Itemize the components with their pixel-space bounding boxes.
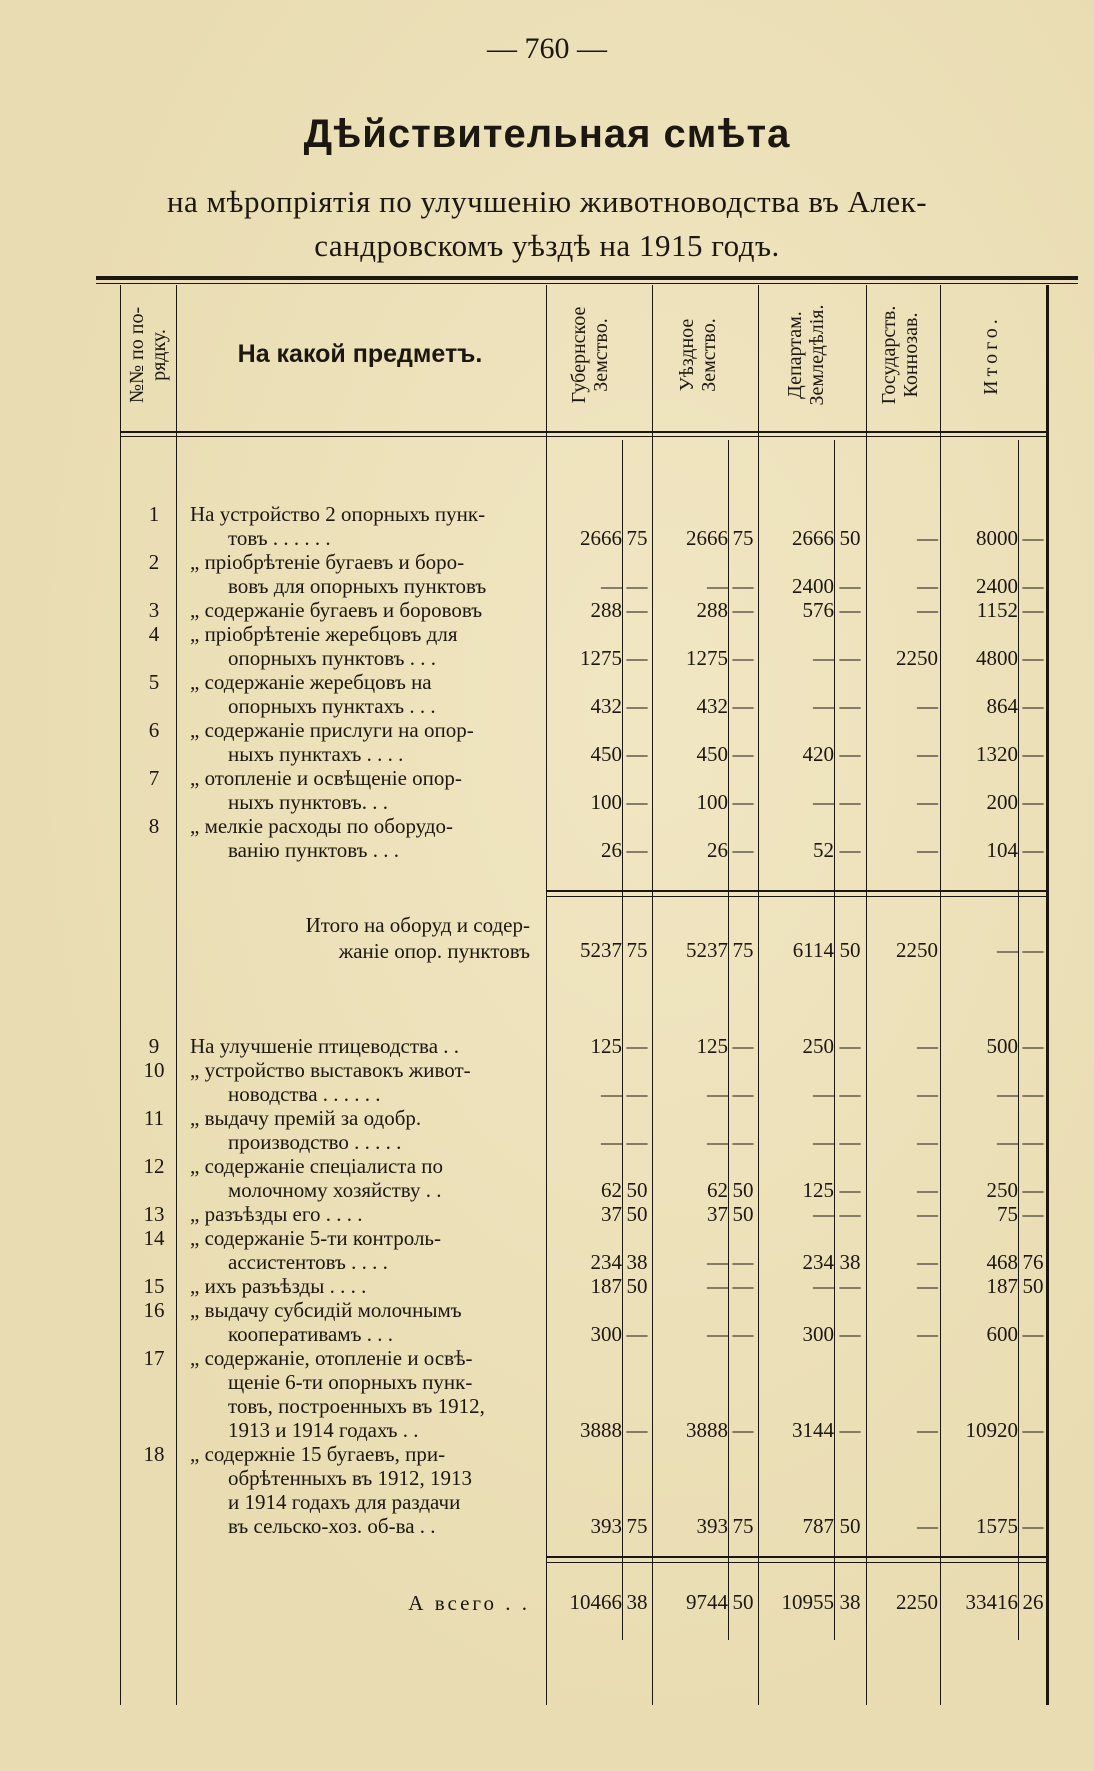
row-subject-line: „ содержаніе спеціалиста по xyxy=(190,1154,444,1178)
row-subject-line: „ содержаніе прислуги на опор- xyxy=(190,718,474,742)
row-subject-line: ныхъ пунктовъ. . . xyxy=(228,790,388,814)
row-subject-line: товъ, построенныхъ въ 1912, xyxy=(228,1394,485,1418)
table-top-rule-thin xyxy=(96,283,1078,284)
col-line-uk xyxy=(728,440,729,1640)
row-subject-line: производство . . . . . xyxy=(228,1130,402,1154)
row-subject xyxy=(190,718,535,766)
row-number: 4 xyxy=(148,622,160,646)
row-subject xyxy=(190,1202,535,1226)
cell-di: 52 xyxy=(813,838,834,862)
cell-tk: 76 xyxy=(1022,1250,1044,1274)
total-uk: 50 xyxy=(732,1590,754,1614)
cell-gk: — xyxy=(626,790,648,814)
col-line-gub xyxy=(652,285,653,1705)
cell-gk: — xyxy=(626,742,648,766)
cell-dk: — xyxy=(839,1322,861,1346)
cell-ti: 104 xyxy=(986,838,1018,862)
row-subject xyxy=(190,502,535,550)
cell-gk: — xyxy=(626,1130,648,1154)
cell-tk: — xyxy=(1022,646,1044,670)
cell-dk: — xyxy=(839,742,861,766)
subtotal-ui: 5237 xyxy=(686,938,728,962)
row-subject xyxy=(190,1346,535,1442)
cell-ko: — xyxy=(917,1322,938,1346)
cell-gi: — xyxy=(601,1130,622,1154)
total-gk: 38 xyxy=(626,1590,648,1614)
cell-uk: — xyxy=(732,1082,754,1106)
cell-uk: — xyxy=(732,646,754,670)
cell-dk: — xyxy=(839,1082,861,1106)
cell-tk: — xyxy=(1022,526,1044,550)
cell-gk: — xyxy=(626,1034,648,1058)
subtotal-dk: 50 xyxy=(839,938,861,962)
cell-ko: 2250 xyxy=(896,646,938,670)
cell-ui: — xyxy=(707,1082,728,1106)
row-number: 17 xyxy=(143,1346,165,1370)
cell-dk: — xyxy=(839,1130,861,1154)
header-depart-l2: Земледѣлія. xyxy=(806,304,828,406)
row-subject-line: На улучшеніе птицеводства . . xyxy=(190,1034,460,1058)
cell-ti: 8000 xyxy=(976,526,1018,550)
cell-ti: 2400 xyxy=(976,574,1018,598)
cell-di: 420 xyxy=(802,742,834,766)
row-subject xyxy=(190,1106,535,1154)
cell-dk: 50 xyxy=(839,526,861,550)
row-subject-line: „ разъѣзды его . . . . xyxy=(190,1202,363,1226)
document-title: Дѣйствительная смѣта xyxy=(303,112,791,156)
row-subject-line: „ выдачу субсидій молочнымъ xyxy=(190,1298,462,1322)
total-rule-thin xyxy=(546,1562,1046,1563)
cell-gi: — xyxy=(601,1082,622,1106)
cell-dk: — xyxy=(839,838,861,862)
row-subject-line: „ выдачу премій за одобр. xyxy=(190,1106,422,1130)
total-gi: 10466 xyxy=(569,1590,622,1614)
subtotal-label-line: Итого на оборуд и содер- xyxy=(305,913,530,937)
cell-gk: — xyxy=(626,646,648,670)
row-subject-line: 1913 и 1914 годахъ . . xyxy=(228,1418,419,1442)
cell-di: 234 xyxy=(802,1250,834,1274)
cell-tk: — xyxy=(1022,838,1044,862)
col-line-subject xyxy=(546,285,547,1705)
row-number: 15 xyxy=(143,1274,165,1298)
row-subject-line: молочному хозяйству . . xyxy=(228,1178,442,1202)
header-bottom-rule-thin xyxy=(120,436,1046,437)
subtitle-line-2: сандровскомъ уѣздѣ на 1915 годъ. xyxy=(314,228,780,263)
cell-uk: — xyxy=(732,838,754,862)
cell-ko: — xyxy=(917,1274,938,1298)
cell-ko: — xyxy=(917,1250,938,1274)
cell-dk: — xyxy=(839,598,861,622)
cell-ui: 450 xyxy=(696,742,728,766)
cell-dk: — xyxy=(839,694,861,718)
cell-ko: — xyxy=(917,1418,938,1442)
cell-gk: 50 xyxy=(626,1274,648,1298)
row-subject xyxy=(190,1274,535,1298)
page-number: — 760 — xyxy=(487,32,607,65)
cell-ko: — xyxy=(917,598,938,622)
cell-tk: — xyxy=(1022,1082,1044,1106)
cell-gi: 3888 xyxy=(580,1418,622,1442)
header-bottom-rule xyxy=(120,431,1046,433)
cell-ko: — xyxy=(917,1130,938,1154)
cell-ui: 62 xyxy=(707,1178,728,1202)
header-gos-l2: Коннозав. xyxy=(900,312,922,398)
cell-ti: 4800 xyxy=(976,646,1018,670)
col-line-gk xyxy=(622,440,623,1640)
row-number: 5 xyxy=(148,670,160,694)
cell-uk: 50 xyxy=(732,1178,754,1202)
row-number: 11 xyxy=(143,1106,165,1130)
cell-uk: — xyxy=(732,1034,754,1058)
row-subject xyxy=(190,1034,535,1058)
header-depart xyxy=(784,290,828,420)
cell-ti: 250 xyxy=(986,1178,1018,1202)
header-num-col xyxy=(126,290,170,420)
row-subject xyxy=(190,622,535,670)
cell-ui: — xyxy=(707,1250,728,1274)
cell-di: — xyxy=(813,1082,834,1106)
cell-ui: — xyxy=(707,574,728,598)
cell-ko: — xyxy=(917,574,938,598)
cell-ti: 864 xyxy=(986,694,1018,718)
row-subject-line: опорныхъ пунктовъ . . . xyxy=(228,646,436,670)
cell-uk: — xyxy=(732,742,754,766)
cell-tk: — xyxy=(1022,1514,1044,1538)
row-number: 9 xyxy=(148,1034,160,1058)
row-subject xyxy=(190,1226,535,1274)
subtotal-label xyxy=(230,912,530,964)
cell-ko: — xyxy=(917,1034,938,1058)
cell-uk: 50 xyxy=(732,1202,754,1226)
row-subject xyxy=(190,550,535,598)
row-number: 18 xyxy=(143,1442,165,1466)
row-number: 12 xyxy=(143,1154,165,1178)
row-subject-line: „ содержніе 15 бугаевъ, при- xyxy=(190,1442,446,1466)
row-subject-line: „ содержаніе, отопленіе и освѣ- xyxy=(190,1346,473,1370)
cell-dk: — xyxy=(839,646,861,670)
header-gubern xyxy=(568,290,612,420)
cell-dk: — xyxy=(839,574,861,598)
row-number: 8 xyxy=(148,814,160,838)
row-number: 16 xyxy=(143,1298,165,1322)
row-subject-line: вовъ для опорныхъ пунктовъ xyxy=(228,574,487,598)
row-number: 1 xyxy=(148,502,160,526)
subtotal-uk: 75 xyxy=(732,938,754,962)
cell-ti: 1320 xyxy=(976,742,1018,766)
row-subject-line: „ содержаніе жеребцовъ на xyxy=(190,670,432,694)
total-dk: 38 xyxy=(839,1590,861,1614)
header-uezd xyxy=(676,290,720,420)
cell-ui: 288 xyxy=(696,598,728,622)
cell-gk: — xyxy=(626,838,648,862)
cell-dk: — xyxy=(839,1034,861,1058)
total-ko: 2250 xyxy=(896,1590,938,1614)
row-subject-line: „ мелкіе расходы по оборудо- xyxy=(190,814,454,838)
row-subject-line: обрѣтенныхъ въ 1912, 1913 xyxy=(228,1466,472,1490)
subtotal-ti: — xyxy=(997,938,1018,962)
cell-ti: 200 xyxy=(986,790,1018,814)
row-subject-line: „ ихъ разъѣзды . . . . xyxy=(190,1274,367,1298)
total-tk: 26 xyxy=(1022,1590,1044,1614)
row-subject-line: ныхъ пунктахъ . . . . xyxy=(228,742,404,766)
subtotal-rule-thin xyxy=(546,896,1046,897)
cell-tk: — xyxy=(1022,1178,1044,1202)
row-subject-line: На устройство 2 опорныхъ пунк- xyxy=(190,502,486,526)
total-di: 10955 xyxy=(781,1590,834,1614)
cell-di: 3144 xyxy=(792,1418,834,1442)
total-rule xyxy=(546,1556,1046,1558)
col-line-tk xyxy=(1018,440,1019,1640)
col-line-dep xyxy=(866,285,867,1705)
cell-ui: 125 xyxy=(696,1034,728,1058)
cell-gi: 393 xyxy=(590,1514,622,1538)
row-subject-line: въ сельско-хоз. об-ва . . xyxy=(228,1514,436,1538)
cell-gk: — xyxy=(626,598,648,622)
table-top-rule xyxy=(96,276,1078,280)
cell-di: 2666 xyxy=(792,526,834,550)
cell-ui: 1275 xyxy=(686,646,728,670)
cell-ti: 10920 xyxy=(965,1418,1018,1442)
cell-dk: 50 xyxy=(839,1514,861,1538)
header-num-l2: рядку. xyxy=(148,329,170,381)
header-num-l1: №№ по по- xyxy=(126,306,148,404)
cell-gk: 75 xyxy=(626,526,648,550)
header-uezd-l1: Уѣздное xyxy=(676,318,698,392)
cell-ko: — xyxy=(917,1082,938,1106)
cell-dk: — xyxy=(839,1178,861,1202)
cell-gk: 50 xyxy=(626,1202,648,1226)
cell-ko: — xyxy=(917,1202,938,1226)
cell-gi: — xyxy=(601,574,622,598)
row-subject-line: „ пріобрѣтеніе жеребцовъ для xyxy=(190,622,458,646)
row-subject xyxy=(190,1154,535,1202)
cell-tk: — xyxy=(1022,574,1044,598)
row-number: 3 xyxy=(148,598,160,622)
cell-tk: — xyxy=(1022,790,1044,814)
row-subject-line: щеніе 6-ти опорныхъ пунк- xyxy=(228,1370,473,1394)
cell-gi: 100 xyxy=(590,790,622,814)
header-gos xyxy=(878,290,922,420)
cell-gi: 187 xyxy=(590,1274,622,1298)
cell-di: 125 xyxy=(802,1178,834,1202)
cell-tk: — xyxy=(1022,598,1044,622)
cell-dk: 38 xyxy=(839,1250,861,1274)
cell-ko: — xyxy=(917,1514,938,1538)
row-subject-line: „ содержаніе 5-ти контроль- xyxy=(190,1226,442,1250)
cell-ti: 600 xyxy=(986,1322,1018,1346)
cell-gk: 50 xyxy=(626,1178,648,1202)
row-subject-line: „ отопленіе и освѣщеніе опор- xyxy=(190,766,462,790)
cell-di: — xyxy=(813,1274,834,1298)
row-subject xyxy=(190,670,535,718)
header-itogo: Итого. xyxy=(980,315,1002,395)
col-line-gos xyxy=(940,285,941,1705)
cell-ko: — xyxy=(917,1178,938,1202)
cell-ti: 500 xyxy=(986,1034,1018,1058)
cell-di: 250 xyxy=(802,1034,834,1058)
header-gubern-l2: Земство. xyxy=(590,318,612,392)
cell-uk: — xyxy=(732,1274,754,1298)
row-number: 13 xyxy=(143,1202,165,1226)
cell-tk: 50 xyxy=(1022,1274,1044,1298)
cell-di: — xyxy=(813,1130,834,1154)
cell-gi: 26 xyxy=(601,838,622,862)
cell-uk: 75 xyxy=(732,526,754,550)
cell-dk: — xyxy=(839,790,861,814)
subtotal-tk: — xyxy=(1022,938,1044,962)
row-subject-line: кооперативамъ . . . xyxy=(228,1322,393,1346)
header-subject: На какой предметъ. xyxy=(237,340,483,368)
col-line-right xyxy=(1046,285,1049,1705)
row-subject-line: „ устройство выставокъ живот- xyxy=(190,1058,471,1082)
cell-gi: 2666 xyxy=(580,526,622,550)
subtotal-rule xyxy=(546,890,1046,892)
cell-ui: 3888 xyxy=(686,1418,728,1442)
cell-uk: — xyxy=(732,1250,754,1274)
row-subject-line: ассистентовъ . . . . xyxy=(228,1250,388,1274)
row-number: 10 xyxy=(143,1058,165,1082)
row-subject xyxy=(190,814,535,862)
cell-uk: — xyxy=(732,1418,754,1442)
subtotal-label-line: жаніе опор. пунктовъ xyxy=(338,939,530,963)
cell-tk: — xyxy=(1022,1418,1044,1442)
header-gubern-l1: Губернское xyxy=(568,306,590,404)
cell-di: 576 xyxy=(802,598,834,622)
cell-di: 300 xyxy=(802,1322,834,1346)
row-subject-line: новодства . . . . . . xyxy=(228,1082,381,1106)
col-line-uezd xyxy=(758,285,759,1705)
cell-di: — xyxy=(813,646,834,670)
cell-gi: 234 xyxy=(590,1250,622,1274)
cell-uk: — xyxy=(732,1130,754,1154)
cell-ui: — xyxy=(707,1274,728,1298)
cell-di: — xyxy=(813,790,834,814)
cell-di: 787 xyxy=(802,1514,834,1538)
row-subject-line: опорныхъ пунктахъ . . . xyxy=(228,694,436,718)
cell-ui: 2666 xyxy=(686,526,728,550)
row-number: 6 xyxy=(148,718,160,742)
cell-ui: — xyxy=(707,1322,728,1346)
row-subject xyxy=(190,766,535,814)
row-subject-line: ванію пунктовъ . . . xyxy=(228,838,400,862)
cell-ti: — xyxy=(997,1082,1018,1106)
cell-tk: — xyxy=(1022,1130,1044,1154)
subtotal-di: 6114 xyxy=(792,938,834,962)
row-subject-line: „ содержаніе бугаевъ и борововъ xyxy=(190,598,483,622)
row-subject-line: и 1914 годахъ для раздачи xyxy=(228,1490,461,1514)
cell-uk: — xyxy=(732,790,754,814)
subtotal-gi: 5237 xyxy=(580,938,622,962)
subtotal-gk: 75 xyxy=(626,938,648,962)
cell-gi: 37 xyxy=(601,1202,622,1226)
cell-ti: 75 xyxy=(997,1202,1018,1226)
row-number: 14 xyxy=(143,1226,165,1250)
row-subject xyxy=(190,598,535,622)
cell-di: — xyxy=(813,1202,834,1226)
cell-uk: — xyxy=(732,694,754,718)
cell-di: 2400 xyxy=(792,574,834,598)
cell-ti: 187 xyxy=(986,1274,1018,1298)
total-ti: 33416 xyxy=(965,1590,1018,1614)
cell-gk: — xyxy=(626,1082,648,1106)
row-number: 2 xyxy=(148,550,160,574)
col-line-left xyxy=(120,285,121,1705)
row-subject xyxy=(190,1298,535,1346)
cell-gk: — xyxy=(626,1322,648,1346)
row-number: 7 xyxy=(148,766,160,790)
header-gos-l1: Государств. xyxy=(878,305,900,405)
cell-gi: 1275 xyxy=(580,646,622,670)
cell-ui: 37 xyxy=(707,1202,728,1226)
row-subject-line: товъ . . . . . . xyxy=(228,526,331,550)
cell-tk: — xyxy=(1022,742,1044,766)
cell-ui: 432 xyxy=(696,694,728,718)
subtitle-line-1: на мѣропріятія по улучшенію животноводства въ Алек- xyxy=(166,184,928,219)
cell-tk: — xyxy=(1022,1202,1044,1226)
cell-ko: — xyxy=(917,526,938,550)
cell-ui: 26 xyxy=(707,838,728,862)
cell-ui: 100 xyxy=(696,790,728,814)
cell-gi: 300 xyxy=(590,1322,622,1346)
cell-ui: 393 xyxy=(696,1514,728,1538)
cell-uk: 75 xyxy=(732,1514,754,1538)
cell-ko: — xyxy=(917,838,938,862)
col-line-num xyxy=(176,285,177,1705)
cell-gk: 75 xyxy=(626,1514,648,1538)
total-ui: 9744 xyxy=(686,1590,728,1614)
cell-uk: — xyxy=(732,1322,754,1346)
header-depart-l1: Департам. xyxy=(784,311,806,399)
header-uezd-l2: Земство. xyxy=(698,318,720,392)
cell-ti: 1575 xyxy=(976,1514,1018,1538)
cell-gi: 288 xyxy=(590,598,622,622)
cell-di: — xyxy=(813,694,834,718)
cell-dk: — xyxy=(839,1274,861,1298)
cell-ti: 1152 xyxy=(976,598,1018,622)
cell-gi: 450 xyxy=(590,742,622,766)
cell-ui: — xyxy=(707,1130,728,1154)
cell-ko: — xyxy=(917,694,938,718)
cell-dk: — xyxy=(839,1418,861,1442)
row-subject-line: „ пріобрѣтеніе бугаевъ и боро- xyxy=(190,550,465,574)
cell-gi: 432 xyxy=(590,694,622,718)
cell-gk: — xyxy=(626,694,648,718)
cell-ti: 468 xyxy=(986,1250,1018,1274)
cell-tk: — xyxy=(1022,1034,1044,1058)
cell-uk: — xyxy=(732,574,754,598)
cell-gk: — xyxy=(626,574,648,598)
cell-ko: — xyxy=(917,790,938,814)
cell-ti: — xyxy=(997,1130,1018,1154)
total-label: А всего . . xyxy=(408,1591,530,1615)
cell-dk: — xyxy=(839,1202,861,1226)
cell-gi: 62 xyxy=(601,1178,622,1202)
row-subject xyxy=(190,1442,535,1538)
cell-gk: 38 xyxy=(626,1250,648,1274)
row-subject xyxy=(190,1058,535,1106)
cell-gk: — xyxy=(626,1418,648,1442)
cell-ko: — xyxy=(917,742,938,766)
subtotal-ko: 2250 xyxy=(896,938,938,962)
cell-tk: — xyxy=(1022,694,1044,718)
cell-tk: — xyxy=(1022,1322,1044,1346)
col-line-dk xyxy=(834,440,835,1640)
cell-uk: — xyxy=(732,598,754,622)
cell-gi: 125 xyxy=(590,1034,622,1058)
